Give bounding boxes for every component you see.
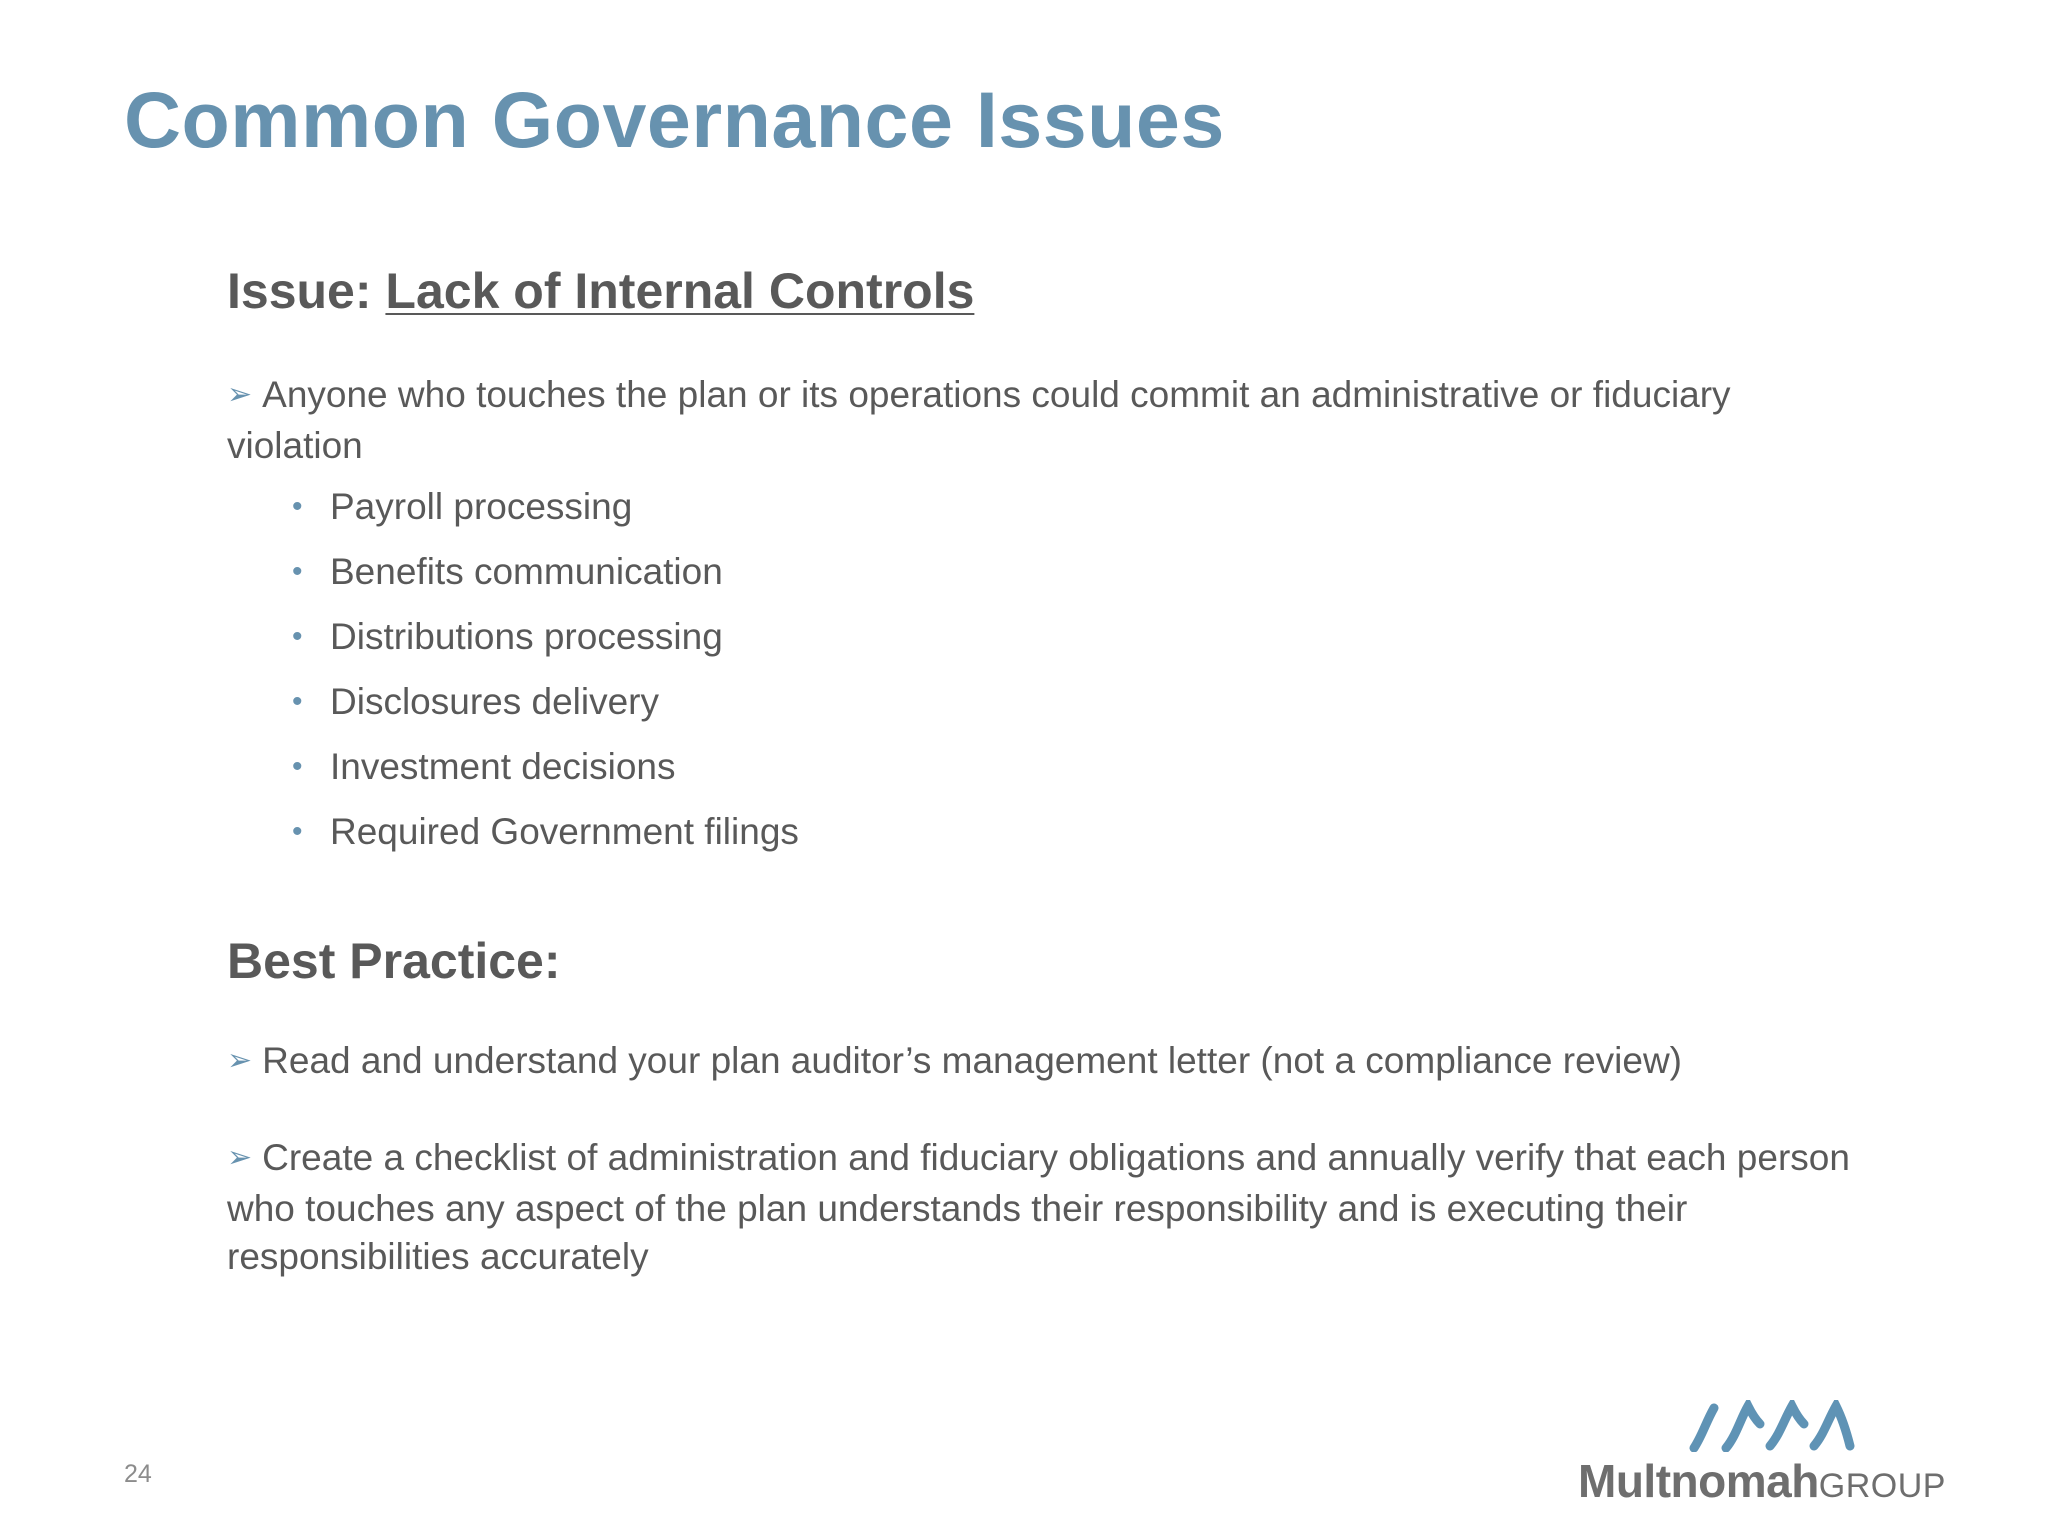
arrow-bullet-icon: ➢ (227, 378, 253, 411)
logo-wordmark (1578, 1454, 1946, 1508)
best-practice-point (227, 1037, 1867, 1088)
best-practice-point-text: Read and understand your plan auditor’s management letter (not a compliance review) (262, 1040, 1682, 1081)
bullet-dot-icon: • (292, 490, 303, 523)
list-item (292, 675, 799, 740)
bullet-dot-icon: • (292, 620, 303, 653)
list-item-text: Investment decisions (330, 746, 676, 787)
bullet-dot-icon: • (292, 815, 303, 848)
page-number: 24 (124, 1460, 152, 1488)
logo-suffix: GROUP (1818, 1467, 1946, 1505)
issue-point-text: Anyone who touches the plan or its operations could commit an administrative or fiduciary violation (227, 374, 1731, 466)
company-logo (1578, 1400, 1968, 1510)
bullet-dot-icon: • (292, 555, 303, 588)
best-practice-point (227, 1134, 1867, 1281)
wave-mark-icon (1686, 1400, 1856, 1452)
issue-label: Issue: (227, 263, 372, 319)
issue-heading (227, 262, 974, 320)
list-item (292, 805, 799, 870)
arrow-bullet-icon: ➢ (227, 1141, 253, 1174)
best-practice-point-text: Create a checklist of administration and fiduciary obligations and annually verify that each person who touches any aspect of the plan understands their responsibility and is executing their responsibilities accurately (227, 1137, 1850, 1277)
list-item-text: Benefits communication (330, 551, 723, 592)
list-item-text: Distributions processing (330, 616, 723, 657)
list-item-text: Required Government filings (330, 811, 799, 852)
list-item (292, 480, 799, 545)
slide-title: Common Governance Issues (124, 75, 1225, 164)
list-item (292, 740, 799, 805)
issue-point (227, 371, 1867, 470)
logo-brand: Multnomah (1578, 1455, 1819, 1507)
issue-sub-list (292, 480, 799, 870)
list-item (292, 545, 799, 610)
list-item (292, 610, 799, 675)
issue-name: Lack of Internal Controls (385, 263, 975, 319)
bullet-dot-icon: • (292, 750, 303, 783)
best-practice-heading: Best Practice: (227, 933, 561, 989)
list-item-text: Disclosures delivery (330, 681, 659, 722)
arrow-bullet-icon: ➢ (227, 1044, 253, 1077)
list-item-text: Payroll processing (330, 486, 633, 527)
bullet-dot-icon: • (292, 685, 303, 718)
